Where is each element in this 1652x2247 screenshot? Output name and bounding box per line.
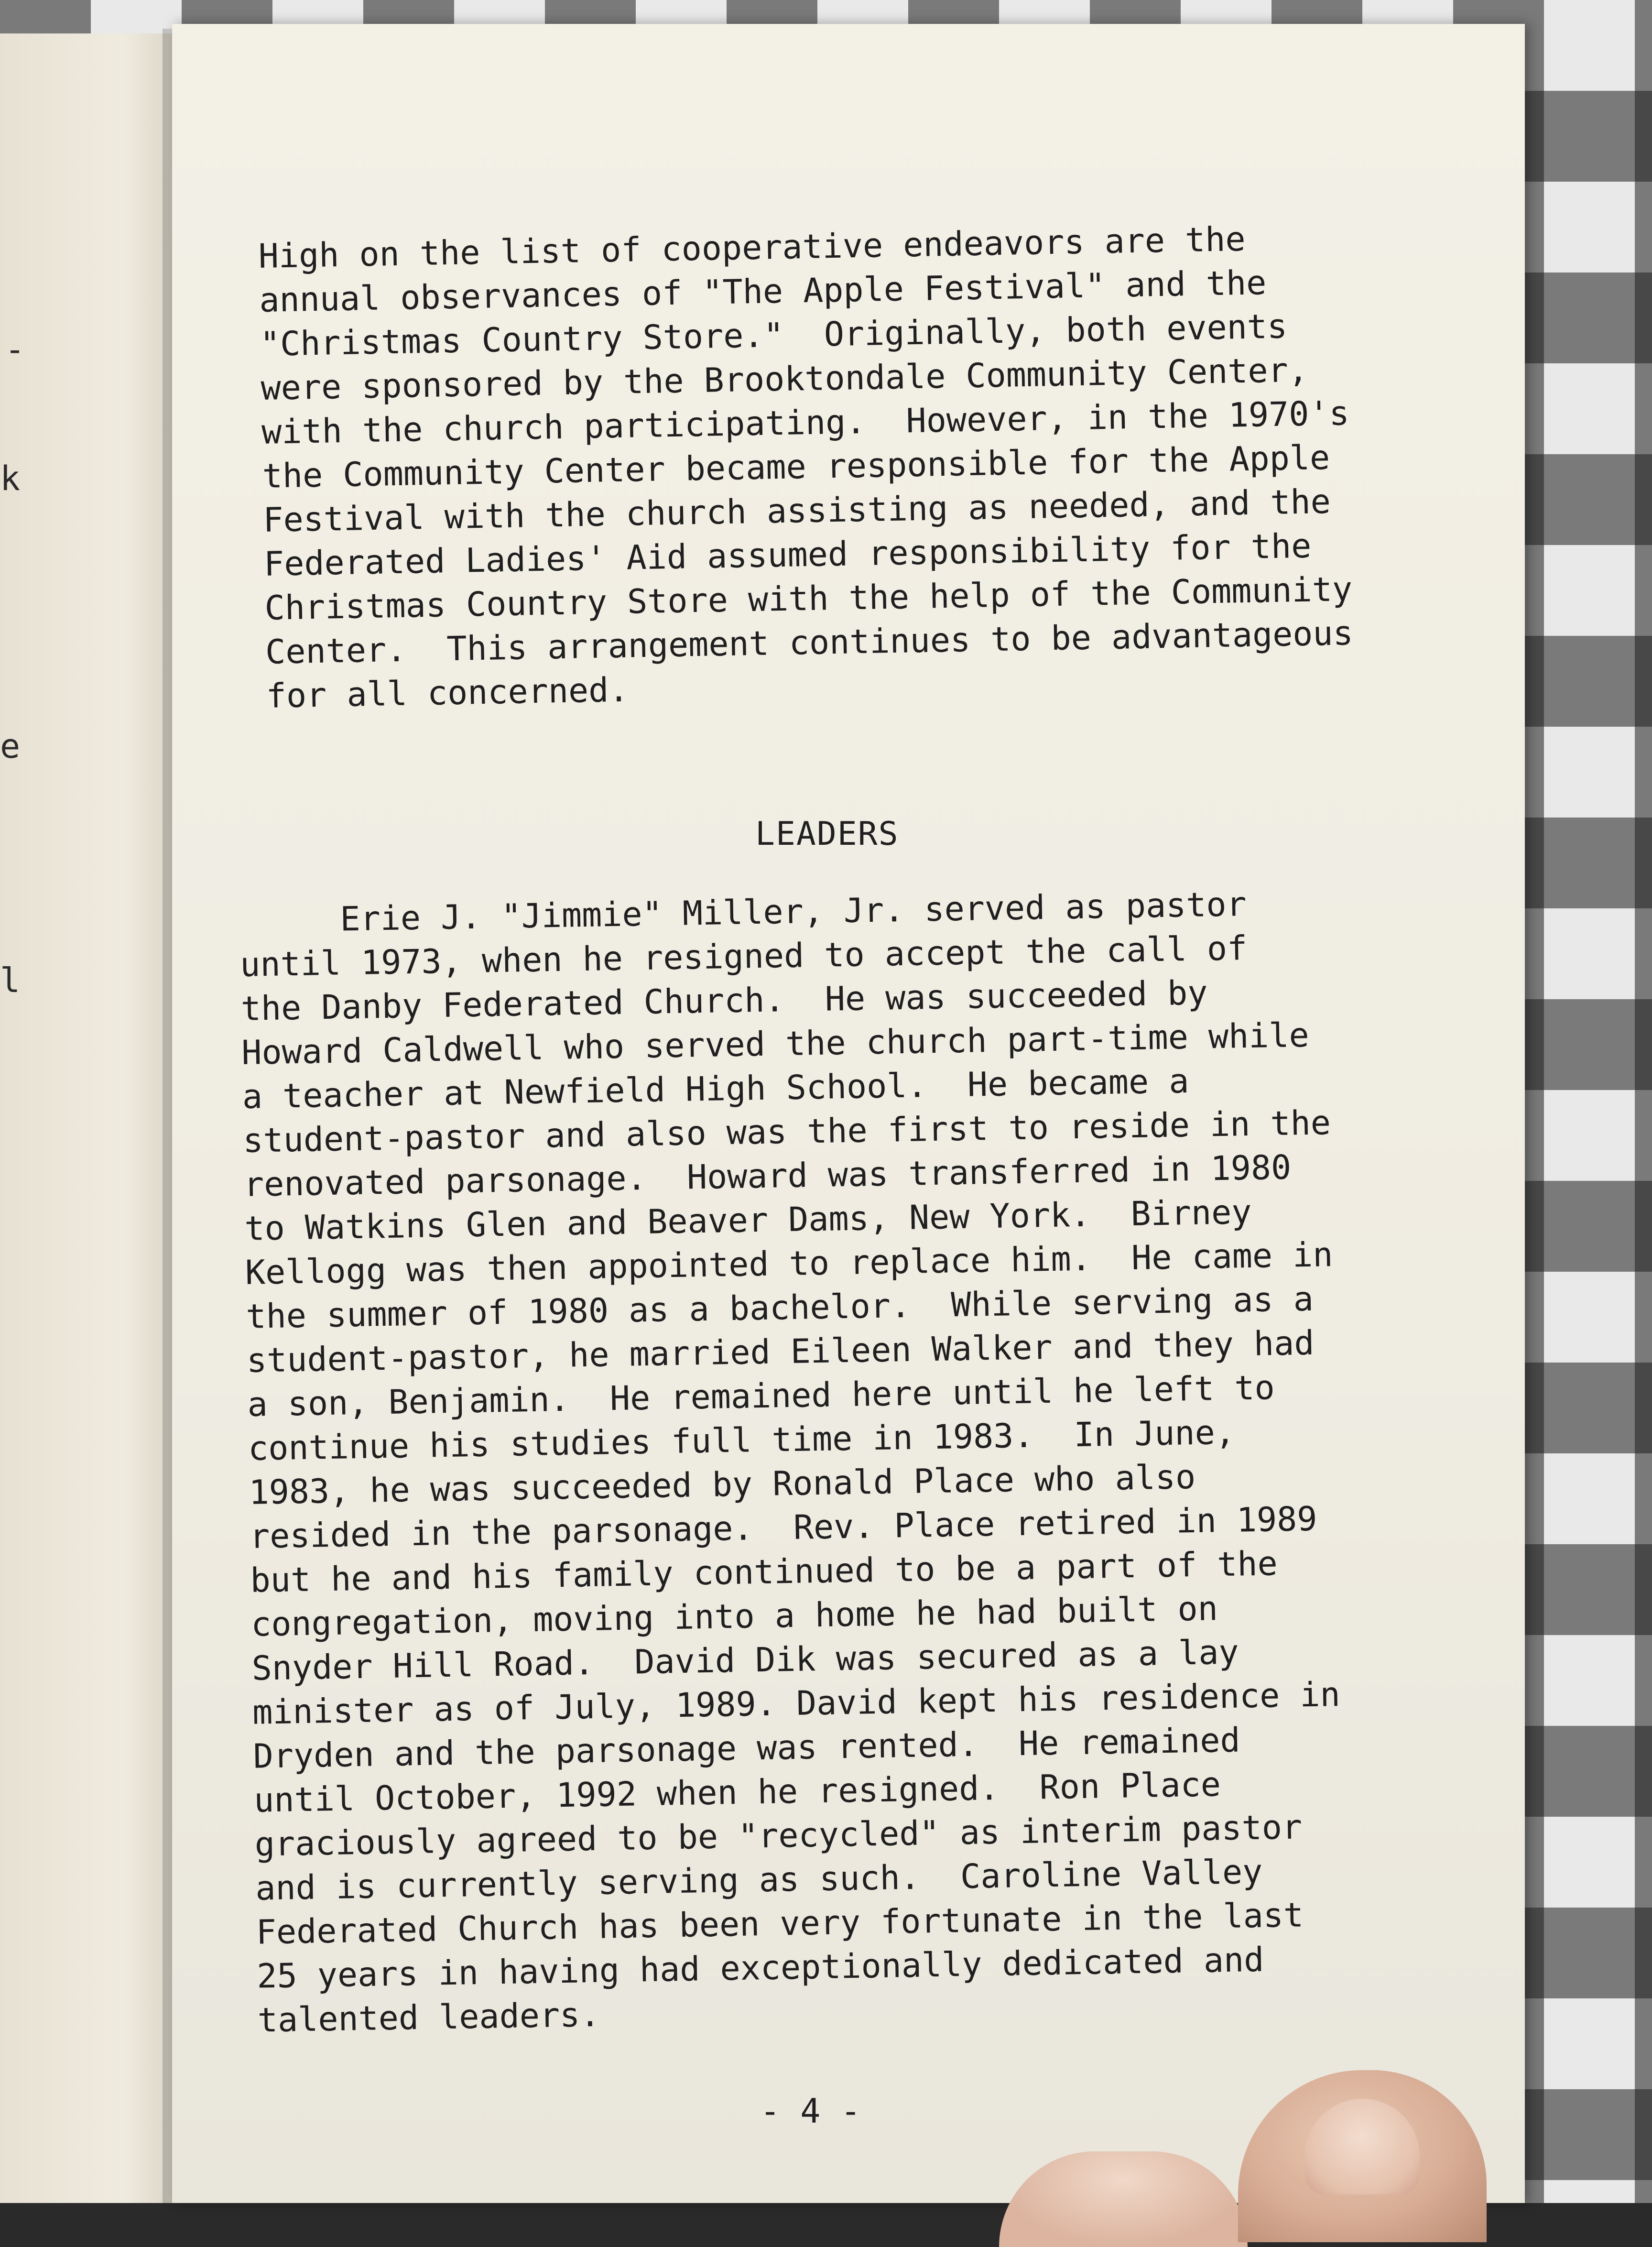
leaders-line: talented leaders. (257, 1995, 600, 2040)
leaders-line: a teacher at Newfield High School. He became a (242, 1061, 1190, 1116)
leaders-line: Federated Church has been very fortunate in the last (256, 1895, 1304, 1952)
leaders-line: but he and his family continued to be a part of the (250, 1544, 1278, 1600)
leaders-line: graciously agreed to be "recycled" as interim pastor (254, 1807, 1303, 1864)
intro-line: "Christmas Country Store." Originally, both events (260, 306, 1288, 364)
left-page (0, 33, 177, 2203)
leaders-line: student-pastor and also was the first to reside in the (242, 1103, 1331, 1160)
left-page-fragment: l (0, 961, 21, 1000)
left-page-fragment: - (5, 330, 25, 369)
intro-line: with the church participating. However, in the 1970's (261, 393, 1350, 452)
leaders-line: resided in the parsonage. Rev. Place retired in 1989 (249, 1499, 1318, 1556)
leaders-line: renovated parsonage. Howard was transferred in 1980 (243, 1147, 1292, 1204)
leaders-line: 25 years in having had exceptionally dedicated and (256, 1940, 1264, 1996)
leaders-paragraph (239, 881, 1346, 2042)
intro-line: High on the list of cooperative endeavors are the (258, 219, 1246, 276)
intro-line: were sponsored by the Brooktondale Community Center, (260, 350, 1309, 408)
leaders-line: a son, Benjamin. He remained here until he left to (247, 1368, 1275, 1424)
page-number: - 4 - (760, 2092, 861, 2131)
intro-line: the Community Center became responsible for the Apple (262, 437, 1330, 496)
intro-line: Center. This arrangement continues to be advantageous (265, 613, 1354, 672)
booklet-page (172, 24, 1525, 2203)
leaders-line: Kellogg was then appointed to replace him. He came in (245, 1235, 1334, 1292)
leaders-line: student-pastor, he married Eileen Walker and they had (246, 1323, 1315, 1380)
leaders-line: the Danby Federated Church. He was succeeded by (240, 973, 1208, 1028)
leaders-line: until October, 1992 when he resigned. Ron Place (253, 1765, 1221, 1820)
leaders-line: and is currently serving as such. Caroline Valley (255, 1852, 1263, 1908)
leaders-line: 1983, he was succeeded by Ronald Place who also (248, 1457, 1196, 1512)
leaders-heading: LEADERS (755, 815, 899, 853)
leaders-line: Howard Caldwell who served the church part-time while (241, 1015, 1310, 1072)
intro-line: annual observances of "The Apple Festival" and the (259, 263, 1267, 320)
leaders-line: Snyder Hill Road. David Dik was secured as a lay (251, 1632, 1239, 1688)
leaders-line: congregation, moving into a home he had built on (250, 1589, 1218, 1644)
intro-paragraph (258, 215, 1354, 718)
leaders-line: the summer of 1980 as a bachelor. While serving as a (245, 1279, 1314, 1336)
left-page-fragment: e (0, 727, 21, 766)
leaders-line: minister as of July, 1989. David kept his residence in (252, 1675, 1341, 1732)
leaders-line: Erie J. "Jimmie" Miller, Jr. served as pastor (239, 884, 1247, 940)
leaders-line: Dryden and the parsonage was rented. He remained (253, 1720, 1241, 1776)
left-page-fragment: k (0, 459, 21, 498)
intro-line: Federated Ladies' Aid assumed responsibility for the (263, 526, 1312, 584)
intro-line: for all concerned. (266, 670, 630, 716)
intro-line: Festival with the church assisting as needed, and the (262, 481, 1331, 540)
leaders-line: to Watkins Glen and Beaver Dams, New York. Birney (244, 1192, 1252, 1248)
intro-line: Christmas Country Store with the help of the Community (264, 569, 1353, 628)
leaders-line: continue his studies full time in 1983. In June, (248, 1412, 1236, 1468)
leaders-line: until 1973, when he resigned to accept the call of (239, 928, 1248, 984)
